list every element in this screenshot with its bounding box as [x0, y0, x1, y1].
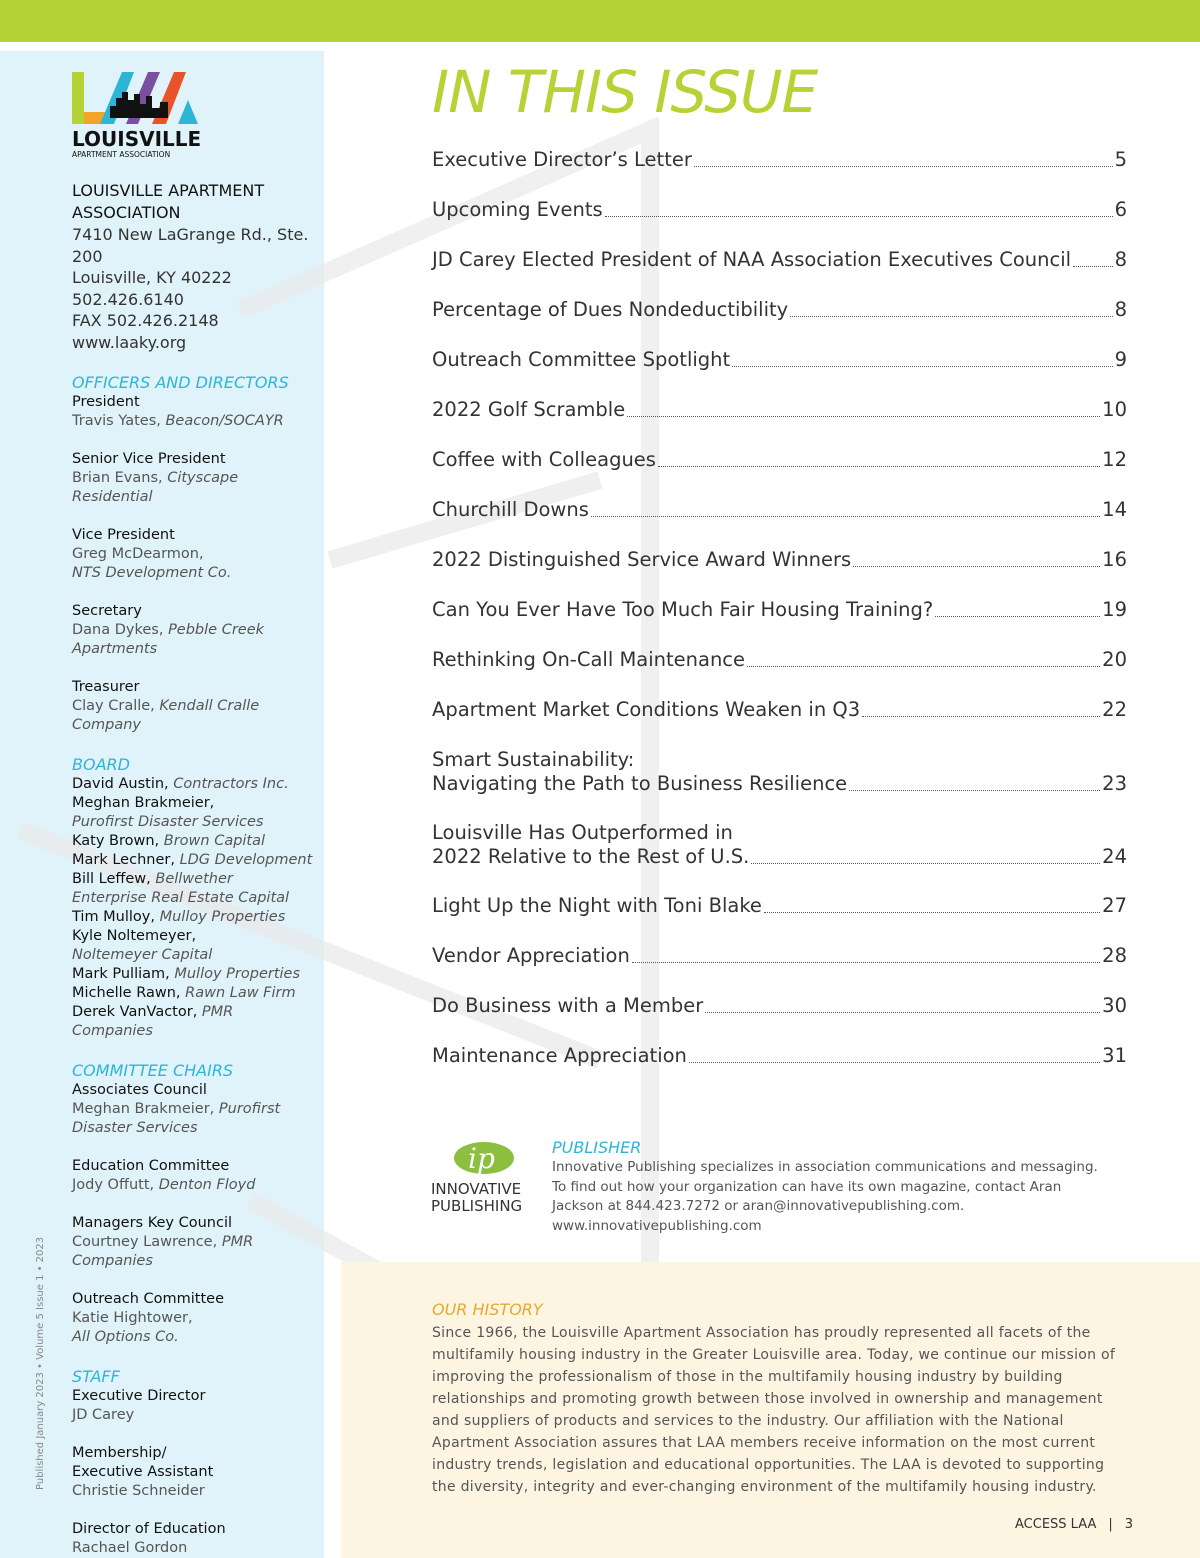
- committee-name: Outreach Committee: [72, 1291, 224, 1307]
- laa-logo: [70, 70, 202, 160]
- toc-leader-dots: [790, 316, 1112, 317]
- board-member: [72, 1003, 317, 1041]
- toc-entry-page: 8: [1114, 298, 1127, 321]
- officers-heading: OFFICERS AND DIRECTORS: [72, 373, 289, 392]
- toc-entry-title: Light Up the Night with Toni Blake: [432, 894, 762, 917]
- toc-entry-page: 20: [1102, 648, 1127, 671]
- committee-chair-company: PMR Companies: [72, 1234, 254, 1269]
- toc-entry[interactable]: [432, 298, 1127, 322]
- toc-entry-page: 12: [1102, 448, 1127, 471]
- board-member-name: Bill Leffew,: [72, 871, 156, 887]
- board-member-company: Mulloy Properties: [174, 966, 301, 982]
- board-member: [72, 927, 317, 946]
- board-member-company: Rawn Law Firm: [185, 985, 296, 1001]
- board-member: [72, 775, 317, 794]
- publisher-logo-bottom: PUBLISHING: [431, 1197, 523, 1215]
- toc-entry[interactable]: [432, 198, 1127, 222]
- officer-group: [72, 678, 317, 735]
- officer-company: Beacon/SOCAYR: [165, 413, 284, 429]
- board-member-name: David Austin,: [72, 776, 174, 792]
- toc-entry-title: Smart Sustainability: Navigating the Path to Business Resilience: [432, 748, 848, 795]
- toc-entry-page: 22: [1102, 698, 1127, 721]
- toc-entry[interactable]: [432, 994, 1127, 1018]
- toc-leader-dots: [751, 863, 1100, 864]
- board-list: [72, 775, 317, 1041]
- toc-entry-title: Louisville Has Outperformed in 2022 Relative to the Rest of U.S.: [432, 821, 750, 868]
- toc-leader-dots: [694, 166, 1113, 167]
- top-accent-bar: [0, 0, 1200, 42]
- toc-entry-page: 6: [1114, 198, 1127, 221]
- toc-entry[interactable]: [432, 448, 1127, 472]
- officer-group: [72, 602, 317, 659]
- footer-publication: ACCESS LAA: [1015, 1517, 1097, 1532]
- toc-entry-title: Maintenance Appreciation: [432, 1044, 687, 1067]
- toc-entry[interactable]: [432, 348, 1127, 372]
- officer-role: Senior Vice President: [72, 451, 226, 467]
- toc-entry-title: Outreach Committee Spotlight: [432, 348, 731, 371]
- committee-chair-company: All Options Co.: [72, 1329, 179, 1345]
- officer-role: Treasurer: [72, 679, 140, 695]
- officer-name: Clay Cralle,: [72, 698, 160, 714]
- publisher-heading: PUBLISHER: [552, 1138, 642, 1157]
- toc-leader-dots: [627, 416, 1100, 417]
- officer-name: Travis Yates,: [72, 413, 166, 429]
- toc-entry[interactable]: [432, 398, 1127, 422]
- board-member-company: Contractors Inc.: [173, 776, 289, 792]
- toc-leader-dots: [1073, 266, 1113, 267]
- toc-entry[interactable]: [432, 748, 1127, 796]
- board-member-name: Kyle Noltemeyer,: [72, 928, 197, 944]
- committee-name: Associates Council: [72, 1082, 207, 1098]
- board-member-company: LDG Development: [179, 852, 313, 868]
- toc-entry-page: 28: [1102, 944, 1127, 967]
- staff-group: [72, 1387, 317, 1425]
- officer-group: [72, 393, 317, 431]
- board-member: [72, 794, 317, 813]
- board-heading: BOARD: [72, 755, 130, 774]
- toc-entry-title: Coffee with Colleagues: [432, 448, 656, 471]
- board-member-company: Purofirst Disaster Services: [72, 814, 264, 830]
- history-heading: OUR HISTORY: [432, 1300, 543, 1319]
- org-website[interactable]: www.laaky.org: [72, 332, 187, 352]
- logo-wordmark: LOUISVILLE: [72, 127, 202, 151]
- toc-entry[interactable]: [432, 598, 1127, 622]
- officer-group: [72, 526, 317, 583]
- toc-entry-page: 30: [1102, 994, 1127, 1017]
- board-member: [72, 813, 317, 832]
- toc-leader-dots: [605, 216, 1113, 217]
- footer-page-number: 3: [1124, 1517, 1134, 1532]
- officer-name: Dana Dykes,: [72, 622, 169, 638]
- toc-entry-page: 31: [1102, 1044, 1127, 1067]
- board-member: [72, 984, 317, 1003]
- toc-entry-page: 8: [1114, 248, 1127, 271]
- toc-entry-page: 5: [1114, 148, 1127, 171]
- toc-entry-title: JD Carey Elected President of NAA Association Executives Council: [432, 248, 1072, 271]
- publisher-block: [552, 1138, 1112, 1236]
- officer-role: Secretary: [72, 603, 142, 619]
- board-member-company: Bellwether: [155, 871, 233, 887]
- toc-entry-title: Apartment Market Conditions Weaken in Q3: [432, 698, 861, 721]
- board-member: [72, 946, 317, 965]
- officer-company: Kendall Cralle Company: [72, 698, 260, 733]
- staff-heading: STAFF: [72, 1367, 120, 1386]
- staff-role: Executive Director: [72, 1388, 206, 1404]
- officer-name: Brian Evans,: [72, 470, 168, 486]
- committee-chair-company: Denton Floyd: [158, 1177, 256, 1193]
- officer-role: Vice President: [72, 527, 175, 543]
- toc-entry[interactable]: [432, 944, 1127, 968]
- toc-entry-page: 19: [1102, 598, 1127, 621]
- org-name: LOUISVILLE APARTMENT ASSOCIATION: [72, 181, 265, 222]
- toc-leader-dots: [632, 962, 1100, 963]
- board-member-name: Derek VanVactor,: [72, 1004, 202, 1020]
- toc-entry[interactable]: [432, 1044, 1127, 1068]
- toc-entry[interactable]: [432, 821, 1127, 869]
- toc-leader-dots: [849, 790, 1100, 791]
- innovative-publishing-logo: [430, 1138, 540, 1218]
- officer-company: Cityscape Residential: [72, 470, 239, 505]
- officer-company: NTS Development Co.: [72, 565, 232, 581]
- toc-entry-page: 24: [1102, 845, 1127, 868]
- board-member-company: Mulloy Properties: [159, 909, 286, 925]
- published-info: Published January 2023 • Volume 5 Issue 1 • 2023: [35, 1236, 46, 1490]
- officer-group: [72, 450, 317, 507]
- committee-group: [72, 1290, 317, 1347]
- svg-text:ip: ip: [468, 1142, 495, 1175]
- committee-chair: Meghan Brakmeier,: [72, 1101, 219, 1117]
- toc-entry-title: 2022 Distinguished Service Award Winners: [432, 548, 852, 571]
- staff-group: [72, 1520, 317, 1558]
- committee-chair-company: Purofirst: [218, 1101, 281, 1117]
- committee-name: Education Committee: [72, 1158, 230, 1174]
- board-member-company: Noltemeyer Capital: [72, 947, 213, 963]
- toc-leader-dots: [853, 566, 1100, 567]
- toc-leader-dots: [658, 466, 1100, 467]
- org-phone: 502.426.6140: [72, 289, 184, 309]
- board-member-name: Mark Lechner,: [72, 852, 180, 868]
- committee-chair: Katie Hightower,: [72, 1310, 193, 1326]
- logo-subtitle: APARTMENT ASSOCIATION: [72, 150, 171, 159]
- toc-entry-title: Vendor Appreciation: [432, 944, 630, 967]
- board-member: [72, 965, 317, 984]
- toc-entry-page: 14: [1102, 498, 1127, 521]
- sidebar-content: [72, 180, 317, 1558]
- toc-entry-title: Percentage of Dues Nondeductibility: [432, 298, 789, 321]
- toc-leader-dots: [862, 716, 1100, 717]
- toc-entry-title: 2022 Golf Scramble: [432, 398, 626, 421]
- committees-heading: COMMITTEE CHAIRS: [72, 1061, 234, 1080]
- history-body: Since 1966, the Louisville Apartment Association has proudly represented all facets of the multifamily housing industry in the Greater Louisville area. Today, we continue our mission of improving the professionalism of those in the multifamily housing industry by building relationships and promoting growth between those involved in ownership and management and suppliers of products and services to the industry. Our affiliation with the National Apartment Association assures that LAA members receive information on the most current industry trends, legislation and educational opportunities. The LAA is devoted to supporting the diversity, integrity and ever-changing environment of the multifamily housing industry.: [432, 1325, 1116, 1495]
- board-member: [72, 851, 317, 870]
- publisher-body: Innovative Publishing specializes in association communications and messaging. To find out how your organization can have its own magazine, contact Aran Jackson at 844.423.7272 or aran@innovativepublishing.com. www.innovativepublishing.com: [552, 1159, 1098, 1234]
- board-member-name: Meghan Brakmeier,: [72, 795, 215, 811]
- publisher-logo-top: INNOVATIVE: [431, 1180, 522, 1198]
- footer-separator: |: [1108, 1517, 1113, 1532]
- board-member-name: Mark Pulliam,: [72, 966, 175, 982]
- toc-entry-title: Churchill Downs: [432, 498, 589, 521]
- committee-group: [72, 1081, 317, 1138]
- board-member: [72, 832, 317, 851]
- officer-role: President: [72, 394, 140, 410]
- toc-leader-dots: [591, 516, 1100, 517]
- committee-group: [72, 1214, 317, 1271]
- toc-entry-page: 16: [1102, 548, 1127, 571]
- toc-entry-page: 9: [1114, 348, 1127, 371]
- officer-name: Greg McDearmon,: [72, 546, 204, 562]
- staff-name: JD Carey: [72, 1407, 135, 1423]
- board-member-name: Michelle Rawn,: [72, 985, 186, 1001]
- staff-name: Rachael Gordon: [72, 1540, 188, 1556]
- toc-entry[interactable]: [432, 894, 1127, 918]
- committee-chair: Jody Offutt,: [72, 1177, 159, 1193]
- toc-entry[interactable]: [432, 548, 1127, 572]
- staff-role: Membership/: [72, 1445, 167, 1461]
- toc-entry-title: Executive Director’s Letter: [432, 148, 692, 171]
- toc-entry-page: 23: [1102, 772, 1127, 795]
- toc-entry-title: Upcoming Events: [432, 198, 603, 221]
- toc-entry-title: Do Business with a Member: [432, 994, 704, 1017]
- toc-entry-title: Rethinking On-Call Maintenance: [432, 648, 746, 671]
- toc-entry[interactable]: [432, 148, 1127, 172]
- officer-company: Pebble Creek Apartments: [72, 622, 265, 657]
- committee-group: [72, 1157, 317, 1195]
- toc-leader-dots: [705, 1012, 1100, 1013]
- staff-name: Christie Schneider: [72, 1483, 205, 1499]
- toc-entry[interactable]: [432, 248, 1127, 272]
- toc-entry[interactable]: [432, 648, 1127, 672]
- page-footer: [1015, 1517, 1133, 1532]
- staff-group: [72, 1444, 317, 1501]
- org-address-line: Louisville, KY 40222: [72, 268, 232, 287]
- board-member: [72, 908, 317, 927]
- staff-role: Director of Education: [72, 1521, 226, 1537]
- board-member-name: Tim Mulloy,: [72, 909, 160, 925]
- toc-entry-page: 27: [1102, 894, 1127, 917]
- board-member-name: Katy Brown,: [72, 833, 164, 849]
- org-address-line: 7410 New LaGrange Rd., Ste. 200: [72, 225, 309, 266]
- toc-leader-dots: [935, 616, 1100, 617]
- board-member: [72, 889, 317, 908]
- org-fax: FAX 502.426.2148: [72, 311, 219, 330]
- committee-chair-company: Disaster Services: [72, 1120, 198, 1136]
- toc-entry[interactable]: [432, 698, 1127, 722]
- committee-chair: Courtney Lawrence,: [72, 1234, 222, 1250]
- toc-entry-title: Can You Ever Have Too Much Fair Housing Training?: [432, 598, 934, 621]
- board-member-company: Enterprise Real Estate Capital: [72, 890, 290, 906]
- table-of-contents: [432, 148, 1127, 1094]
- board-member-company: PMR Companies: [72, 1004, 234, 1039]
- board-member-company: Brown Capital: [163, 833, 266, 849]
- toc-entry-page: 10: [1102, 398, 1127, 421]
- toc-leader-dots: [764, 912, 1100, 913]
- toc-entry[interactable]: [432, 498, 1127, 522]
- toc-leader-dots: [689, 1062, 1100, 1063]
- committee-name: Managers Key Council: [72, 1215, 233, 1231]
- staff-role: Executive Assistant: [72, 1464, 214, 1480]
- board-member: [72, 870, 317, 889]
- toc-leader-dots: [747, 666, 1100, 667]
- toc-leader-dots: [732, 366, 1112, 367]
- page-title: IN THIS ISSUE: [432, 58, 818, 126]
